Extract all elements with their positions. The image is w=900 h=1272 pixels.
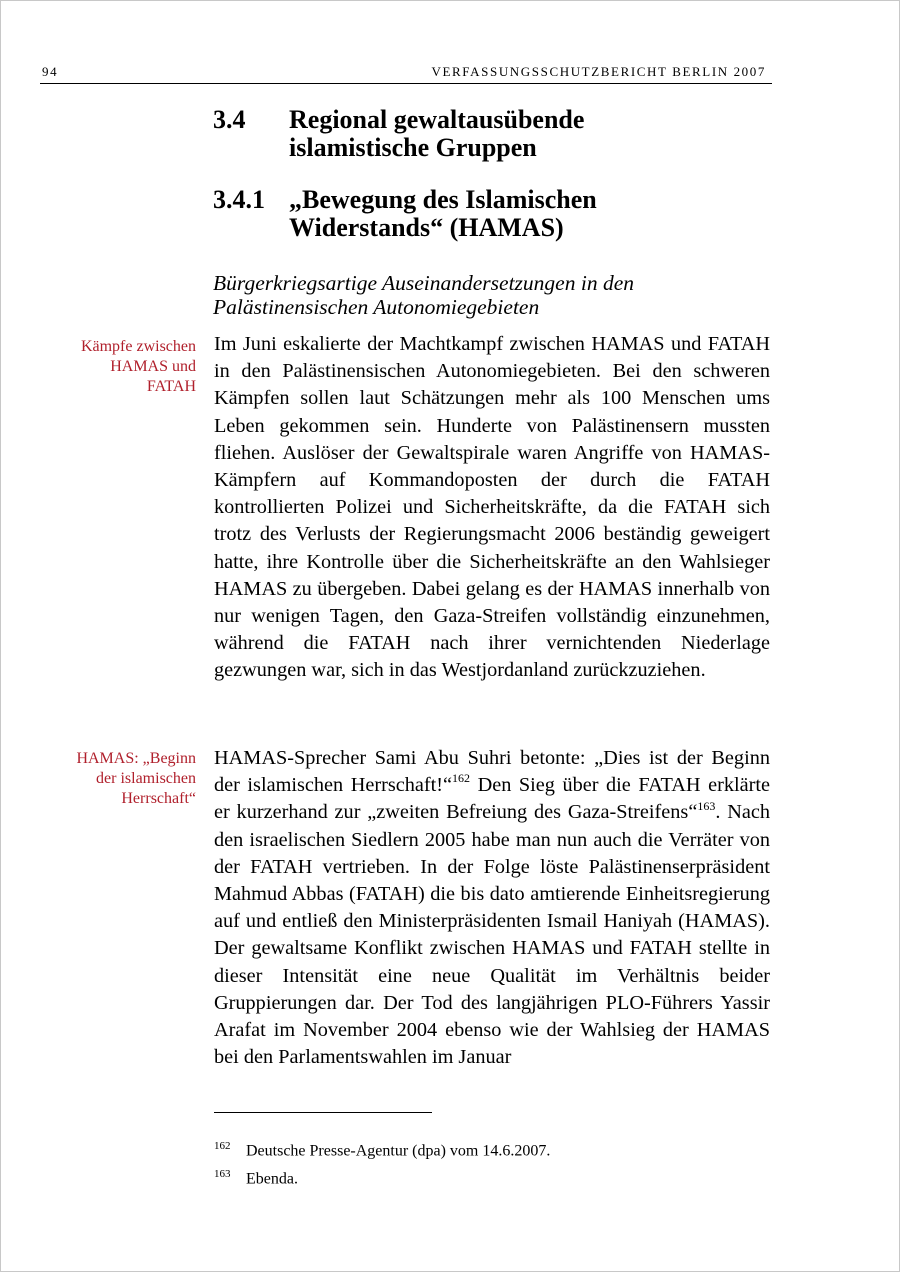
italic-subheading [213,271,773,319]
footnote-reference[interactable]: 163 [697,798,716,813]
subsection-title-line1: „Bewegung des Islamischen [289,185,597,214]
subheading-line2: Palästinensischen Autonomiegebieten [213,295,540,319]
subsection-title-line2: Widerstands“ (HAMAS) [289,213,564,242]
running-title: VERFASSUNGSSCHUTZBERICHT BERLIN 2007 [431,64,766,79]
footnote [214,1136,550,1161]
footnote-text: Deutsche Presse-Agentur (dpa) vom 14.6.2007. [246,1142,551,1160]
margin-note [40,337,196,397]
margin-note [40,749,196,809]
margin-note-line: der islamischen [96,770,196,787]
section-number: 3.4 [213,105,246,134]
section-title-line1: Regional gewaltausübende [289,105,585,134]
paragraph-text: Den Sieg über die FATAH erklärte er kurzerhand zur „zweiten Befreiung des Gaza-Streifens“ [214,774,770,824]
running-header [40,63,772,84]
footnote-text: Ebenda. [246,1170,298,1188]
margin-note-line: HAMAS und [110,358,196,375]
margin-note-line: Herrschaft“ [121,790,196,807]
body-paragraph [214,745,770,1071]
footnote-divider [214,1112,432,1113]
section-title-line2: islamistische Gruppen [289,133,537,162]
subsection-number: 3.4.1 [213,185,265,214]
margin-note-line: FATAH [146,378,196,395]
margin-note-line: Kämpfe zwischen [80,338,196,355]
section-heading [213,106,773,162]
footnote-reference[interactable]: 162 [452,771,471,786]
subsection-heading [213,186,773,242]
footnote-number: 162 [214,1140,231,1152]
page-number: 94 [42,64,59,79]
footnote-number: 163 [214,1168,231,1180]
footnote [214,1164,298,1189]
margin-note-line: HAMAS: „Beginn [76,750,196,767]
paragraph-text: . Nach den israelischen Siedlern 2005 habe man nun auch die Verräter von der FATAH vertrieben. In der Folge löste Palästinenserpräsident Mahmud Abbas (FATAH) die bis dato amtierende Einheitsregierung auf und entließ den Ministerpräsidenten Ismail Haniyah (HAMAS). Der gewaltsame Konflikt zwischen HAMAS und FATAH stellte in dieser Intensität eine neue Qualität im Verhältnis beider Gruppierungen dar. Der Tod des langjährigen PLO-Führers Yassir Arafat im November 2004 ebenso wie der Wahlsieg der HAMAS bei den Parlamentswahlen im Januar [214,801,770,1069]
paragraph-text: HAMAS-Sprecher Sami Abu Suhri betonte: „Dies ist der Beginn der islamischen Herrschaft!“ [214,747,770,797]
body-paragraph: Im Juni eskalierte der Machtkampf zwischen HAMAS und FATAH in den Palästinensischen Autonomiegebieten. Bei den schweren Kämpfen sollen laut Schätzungen mehr als 100 Menschen ums Leben gekommen sein. Hunderte von Palästinensern mussten fliehen. Auslöser der Gewaltspirale waren Angriffe von HAMAS-Kämpfern auf Kommandoposten der durch die FATAH kontrollierten Polizei und Sicherheitskräfte, da die FATAH sich trotz des Verlusts der Regierungsmacht 2006 beständig geweigert hatte, ihre Kontrolle über die Sicherheitskräfte an den Wahlsieger HAMAS zu übergeben. Dabei gelang es der HAMAS innerhalb von nur wenigen Tagen, den Gaza-Streifen vollständig einzunehmen, während die FATAH nach ihrer vernichtenden Niederlage gezwungen war, sich in das Westjordanland zurückzuziehen. [214,333,770,682]
subheading-line1: Bürgerkriegsartige Auseinandersetzungen in den [213,271,634,295]
